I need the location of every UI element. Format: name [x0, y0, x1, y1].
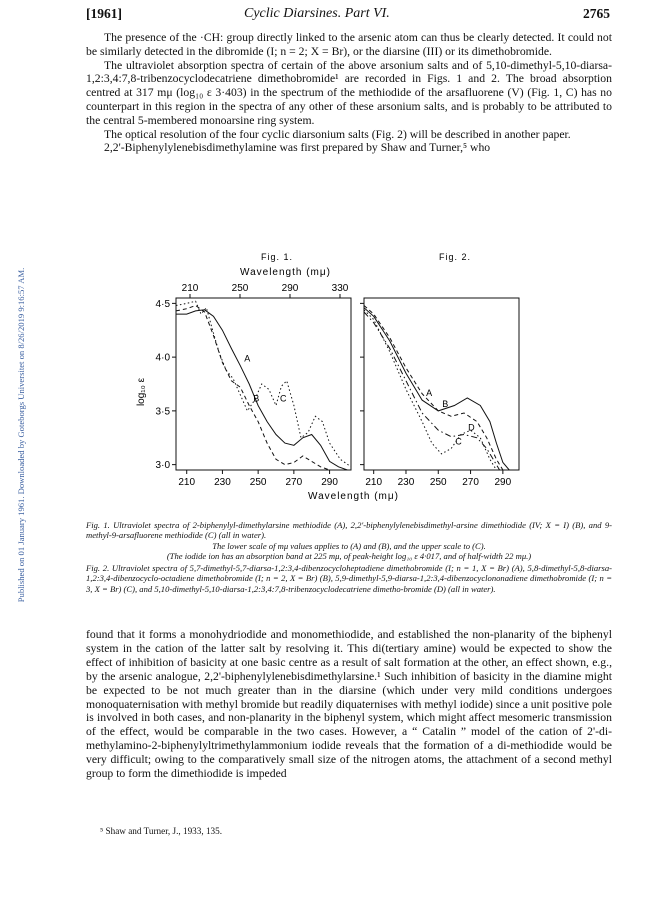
fig1-bottom-tick-label: 210 — [178, 477, 196, 488]
top-tick-label: 210 — [181, 283, 199, 294]
fig2-bottom-tick-label: 270 — [462, 477, 479, 488]
fig1-bottom-tick-label: 290 — [321, 477, 338, 488]
fig2-series-a-label: A — [426, 388, 433, 399]
fig1-label: Fig. 1. — [261, 252, 294, 262]
figure-spectra — [86, 246, 612, 518]
fig1-series-b-line — [176, 306, 330, 471]
running-header — [86, 6, 610, 26]
y-tick-label: 3·0 — [155, 460, 170, 472]
top-tick-label: 290 — [281, 283, 299, 294]
fig1-series-a-label: A — [244, 353, 251, 364]
fig1-caption-line-2: The lower scale of mμ values applies to (A) and (B), and the upper scale to (C). — [212, 540, 486, 551]
fig2-caption-text: Fig. 2. Ultraviolet spectra of 5,7-dimethyl-5,7-diarsa-1,2:3,4-dibenzocycloheptadiene dimethobromide (I; n = 1, X = Br) (A), 5,8-dimethyl-5,8-diarsa-1,2:3,4-dibenzocyclo-octadiene dimethobromide (I; n = 2, X = Br) (B), 5,9-dimethyl-5,9-diarsa-1,2:3,4-dibenzocyclononadiene dimethobromide (I; n = 3, X = Br) (C), and 5,10-dimethyl-5,10-diarsa-1,2:3,4:7,8-tribenzocyclodecatriene dimetho-bromide (D) (all in water). — [86, 563, 612, 594]
body-text-bottom — [86, 628, 612, 781]
fig2-frame — [364, 298, 519, 470]
y-tick-label: 4·5 — [155, 298, 170, 310]
fig2-series-b-label: B — [442, 398, 449, 409]
fig1-frame — [176, 298, 351, 470]
fig1-series-c-line — [176, 301, 351, 467]
fig1-series-a-line — [176, 310, 347, 470]
y-tick-label: 4·0 — [155, 352, 170, 364]
fig2-series-a-line — [364, 308, 509, 470]
page-number: 2765 — [583, 6, 610, 21]
fig2-series-c-label: C — [455, 436, 462, 447]
fig1-caption — [86, 520, 612, 561]
fig2-bottom-tick-label: 230 — [397, 477, 415, 488]
fig2-bottom-tick-label: 250 — [429, 477, 447, 488]
fig1-bottom-tick-label: 230 — [214, 477, 231, 488]
body-text-top — [86, 31, 612, 155]
fig2-series-d-label: D — [468, 422, 475, 433]
fig1-series-c-label: C — [280, 393, 287, 404]
paragraph-1: The presence of the ·CH: group directly linked to the arsenic atom can thus be clearly detected. It could not be similarly detected in the dibromide (I; n = 2; X = Br), or the diarsine (III) or its dimethobromide. — [86, 31, 612, 58]
fig1-bottom-tick-label: 250 — [249, 477, 267, 488]
y-tick-label: 3·5 — [155, 406, 170, 418]
fig2-bottom-tick-label: 210 — [365, 477, 383, 488]
fig1-caption-line-3: (The iodide ion has an absorption band at 225 mμ, of peak-height log₁₀ ε 4·017, and of half-width 22 mμ.) — [166, 550, 532, 561]
fig1-bottom-tick-label: 270 — [285, 477, 303, 488]
header-year: [1961] — [86, 6, 122, 21]
paragraph-2: The ultraviolet absorption spectra of certain of the above arsonium salts and of 5,10-dimethyl-5,10-diarsa-1,2:3,4:7,8-tribenzocyclodecatriene dimethobromide¹ are recorded in Figs. 1 and 2. The broad absorption centred at 317 mμ (log₁₀ ε 3·403) in the spectrum of the methiodide of the arsafluorene (V) (Fig. 1, C) has no counterpart in this region in the spectra of any other of these arsonium salts, and is probably to be attributed to the central 5-membered monoarsine ring system. — [86, 58, 612, 127]
paragraph-4: 2,2'-Biphenylylenebisdimethylamine was first prepared by Shaw and Turner,⁵ who — [104, 141, 491, 155]
bottom-axis-label: Wavelength (mμ) — [308, 491, 399, 502]
paragraph-3: The optical resolution of the four cyclic diarsonium salts (Fig. 2) will be described in another paper. — [104, 127, 571, 141]
fig1-series-b-label: B — [253, 393, 260, 404]
y-axis-label: log₁₀ ε — [136, 377, 147, 407]
fig1-caption-line-1: Fig. 1. Ultraviolet spectra of 2-biphenylyl-dimethylarsine methiodide (A), 2,2'-biphenylylenebisdimethyl-arsine dimethiodide (IV; X = I) (B), and 9-methyl-9-arsafluorene methiodide (C) (all in water). — [86, 520, 612, 541]
top-tick-label: 250 — [231, 283, 249, 294]
fig2-caption — [86, 563, 612, 594]
download-notice: Published on 01 January 1961. Downloaded by Goteborgs Universitet on 8/26/2019 9:16:57 AM. — [16, 267, 26, 603]
footnote: ⁵ Shaw and Turner, J., 1933, 135. — [100, 826, 223, 836]
fig2-label: Fig. 2. — [439, 252, 472, 262]
fig2-bottom-tick-label: 290 — [494, 477, 512, 488]
top-tick-label: 330 — [331, 283, 349, 294]
top-axis-label: Wavelength (mμ) — [240, 267, 331, 278]
header-title: Cyclic Diarsines. Part VI. — [244, 6, 390, 21]
paragraph-5: found that it forms a monohydriodide and monomethiodide, and established the non-planarity of the biphenyl system in the cation of the latter salt by resolving it. This di(tertiary amine) would be expected to show the effect of inhibition of basicity at one basic centre as a result of salt formation at the other, an effect shown, e.g., by the arsenic analogue, 2,2'-biphenylylenebisdimethylarsine.¹ Such inhibition of basicity in the diamine might be expected to be not much greater than in the diarsine (which under very mild conditions undergoes monoquaternisation with methyl bromide but readily diquaternises with methyl iodide) since a unit positive pole is involved in both cases, and non-planarity in the biphenyl system, which might affect mesomeric transmission of the effect, would be comparable in the two cases. However, a “ Catalin ” model of the cation of 2'-di-methylamino-2-biphenylyltrimethylammonium iodide reveals that the formation of a di-methiodide would be very difficult; owing to the comparatively small size of the nitrogen atoms, the attachment of a second methyl group to form the dimethiodide is impeded — [86, 628, 612, 781]
